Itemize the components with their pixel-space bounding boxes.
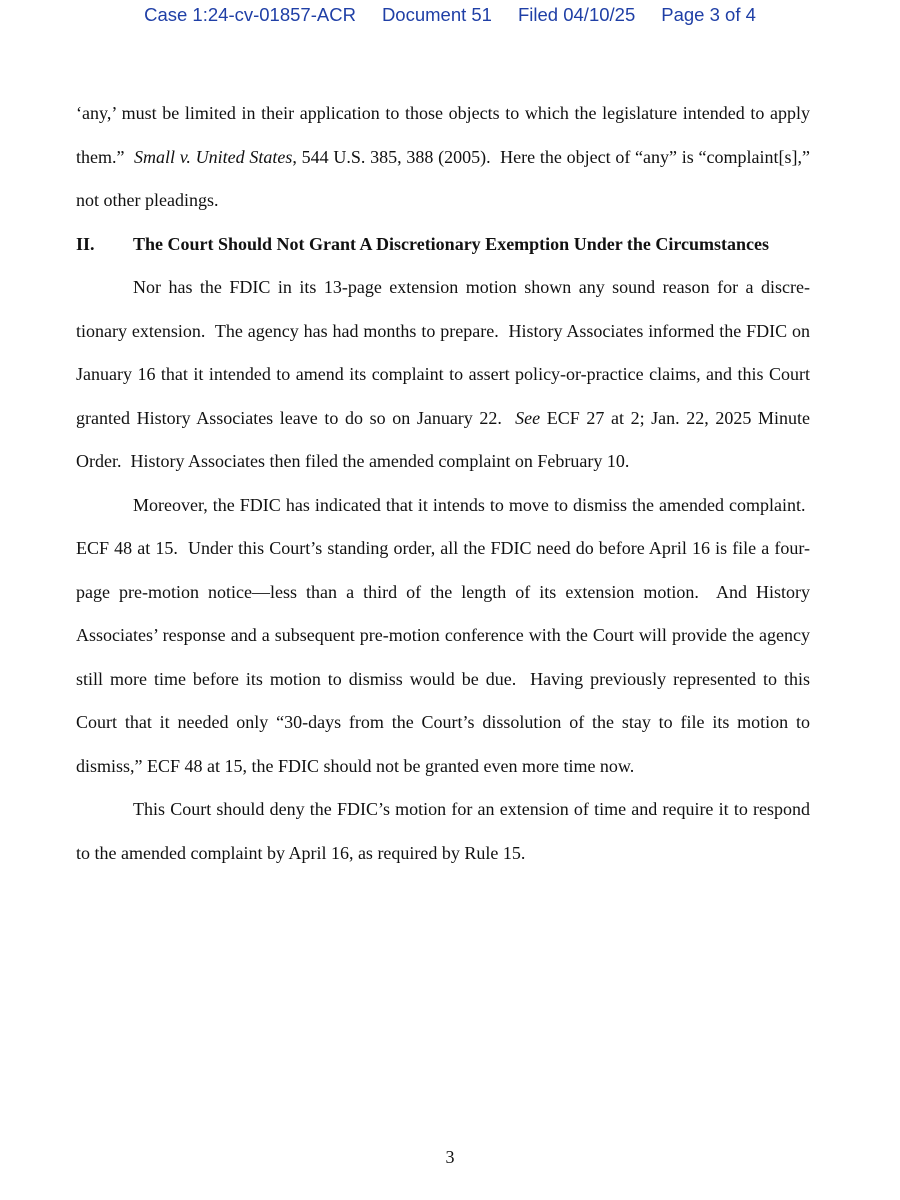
document-body <box>76 92 810 875</box>
case-citation: Small v. United States <box>133 146 293 167</box>
paragraph-text: Nor has the FDIC in its 13-page extension motion shown any sound reason for a discretionary extension. The agency has had months to prepare. History Associates informed the FDIC on January 16 that it intended to amend its complaint to assert policy-or-practice claims, and this Court granted History Associates leave to do so on January 22. <box>76 277 810 428</box>
paragraph-text: ECF 27 at 2; Jan. 22, 2025 Minute Order. History Associates then filed the amended complaint on February 10. <box>76 407 810 471</box>
paragraph-continuation <box>76 92 810 223</box>
page-number: 3 <box>445 1147 455 1167</box>
signal-see: See <box>515 407 541 428</box>
section-title: The Court Should Not Grant A Discretionary Exemption Under the Circumstances <box>133 233 770 254</box>
paragraph-conclusion: This Court should deny the FDIC’s motion for an extension of time and require it to respond to the amended complaint by April 16, as required by Rule 15. <box>76 799 810 863</box>
paragraph-extension-reason <box>76 266 810 484</box>
document-header <box>0 4 900 26</box>
paragraph-text: , 544 U.S. 385, 388 (2005). Here the object of “any” is “complaint[s],” not other pleadings. <box>76 146 810 210</box>
case-number: Case 1:24-cv-01857-ACR <box>144 4 356 25</box>
filed-date: Filed 04/10/25 <box>517 4 636 25</box>
section-heading <box>76 223 810 267</box>
paragraph-motion-to-dismiss: Moreover, the FDIC has indicated that it intends to move to dismiss the amended complaint. ECF 48 at 15. Under this Court’s standing order, all the FDIC need do before April 16 is file a four-page pre-motion notice—less than a third of the length of its extension motion. And History Associates’ response and a subsequent pre-motion conference with the Court will provide the agency still more time before its motion to dismiss would be due. Having previously represented to this Court that it needed only “30-days from the Court’s dissolution of the stay to file its motion to dismiss,” ECF 48 at 15, the FDIC should not be granted even more time now. <box>76 494 810 776</box>
paragraph-text: ‘any,’ must be limited in their application to those objects to which the legislature intended to apply them.” <box>76 103 810 167</box>
page-indicator: Page 3 of 4 <box>661 4 756 25</box>
document-number: Document 51 <box>381 4 492 25</box>
section-number: II. <box>76 233 95 254</box>
